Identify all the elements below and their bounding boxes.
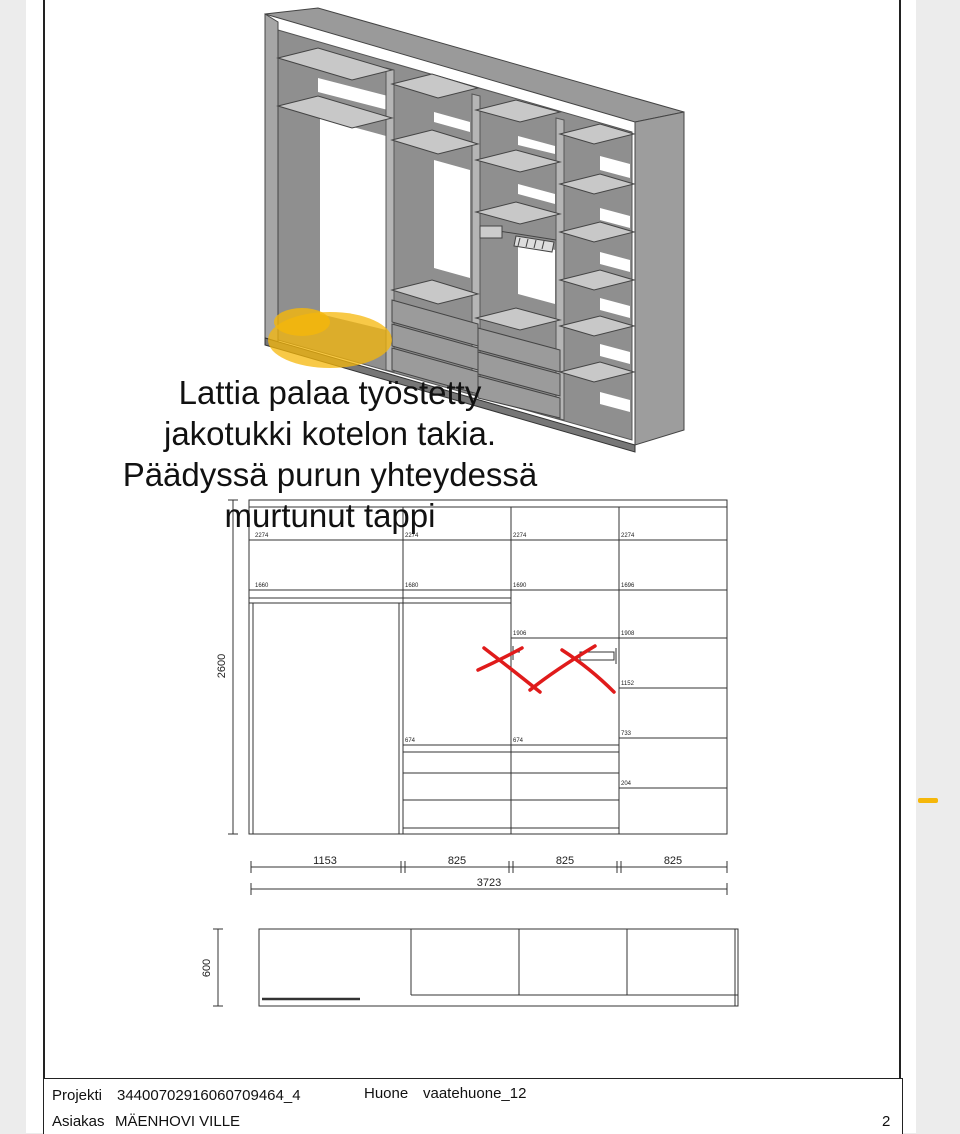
width-dimension-1: 1153 (313, 855, 337, 867)
shelf-mark: 674 (405, 738, 416, 744)
shelf-mark: 674 (513, 738, 524, 744)
annotation-line-4: murtunut tappi (224, 497, 436, 534)
project-label: Projekti (52, 1087, 103, 1104)
shelf-mark: 1906 (513, 631, 527, 637)
width-dimension-3: 825 (555, 855, 575, 867)
plan-view (213, 929, 738, 1006)
client-label: Asiakas (52, 1113, 105, 1130)
damage-annotation (100, 372, 560, 536)
width-dimension-2: 825 (447, 855, 467, 867)
shelf-mark: 1690 (513, 583, 527, 589)
shelf-mark: 1696 (621, 583, 635, 589)
shelf-mark: 1680 (405, 583, 419, 589)
shelf-mark: 1660 (255, 583, 269, 589)
shelf-mark: 733 (621, 731, 632, 737)
annotation-line-3: Päädyssä purun yhteydessä (122, 456, 538, 493)
shelf-mark: 1152 (621, 681, 634, 687)
width-dimension-4: 825 (663, 855, 683, 867)
page-number: 2 (882, 1113, 891, 1130)
total-width-dimension: 3723 (476, 877, 502, 889)
shelf-mark: 2274 (255, 533, 269, 539)
annotation-line-1: Lattia palaa työstetty (178, 374, 482, 411)
shelf-mark: 2274 (621, 533, 635, 539)
annotation-line-2: jakotukki kotelon takia. (163, 415, 496, 452)
client-value: MÄENHOVI VILLE (115, 1113, 241, 1130)
margin-highlight (918, 798, 938, 803)
shelf-mark: 1908 (621, 631, 635, 637)
shelf-mark: 2274 (405, 533, 419, 539)
height-dimension: 2600 (216, 653, 229, 679)
room-label: Huone (364, 1085, 409, 1102)
title-block (43, 1078, 903, 1134)
shelf-mark: 204 (621, 781, 632, 787)
front-elevation (228, 500, 727, 895)
shelf-mark: 2274 (513, 533, 527, 539)
depth-dimension: 600 (201, 958, 214, 978)
project-value: 34400702916060709464_4 (117, 1087, 301, 1104)
room-value: vaatehuone_12 (423, 1085, 527, 1102)
